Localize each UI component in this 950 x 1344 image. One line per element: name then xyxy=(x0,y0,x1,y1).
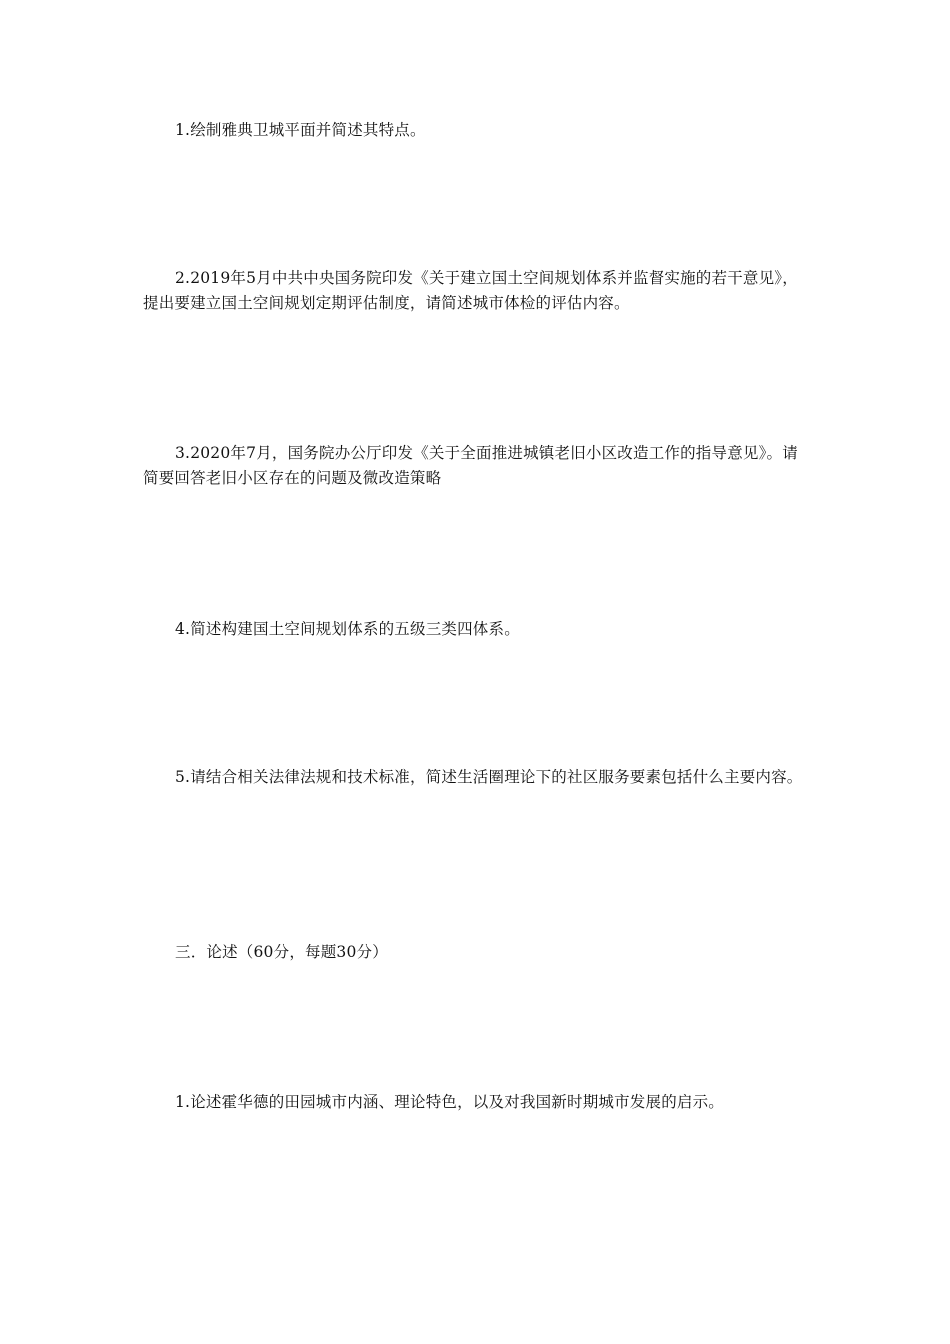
question-3: 3.2020年7月，国务院办公厅印发《关于全面推进城镇老旧小区改造工作的指导意见》。请简要回答老旧小区存在的问题及微改造策略 xyxy=(143,444,798,487)
question-2: 2.2019年5月中共中央国务院印发《关于建立国土空间规划体系并监督实施的若干意见》，提出要建立国土空间规划定期评估制度，请简述城市体检的评估内容。 xyxy=(143,269,798,312)
section-heading-essay: 三．论述（60分，每题30分） xyxy=(175,943,388,961)
essay-question-1: 1.论述霍华德的田园城市内涵、理论特色，以及对我国新时期城市发展的启示。 xyxy=(175,1093,724,1111)
question-5: 5.请结合相关法律法规和技术标准，简述生活圈理论下的社区服务要素包括什么主要内容。 xyxy=(175,768,803,786)
question-1: 1.绘制雅典卫城平面并简述其特点。 xyxy=(175,121,426,139)
question-4: 4.简述构建国土空间规划体系的五级三类四体系。 xyxy=(175,620,520,638)
